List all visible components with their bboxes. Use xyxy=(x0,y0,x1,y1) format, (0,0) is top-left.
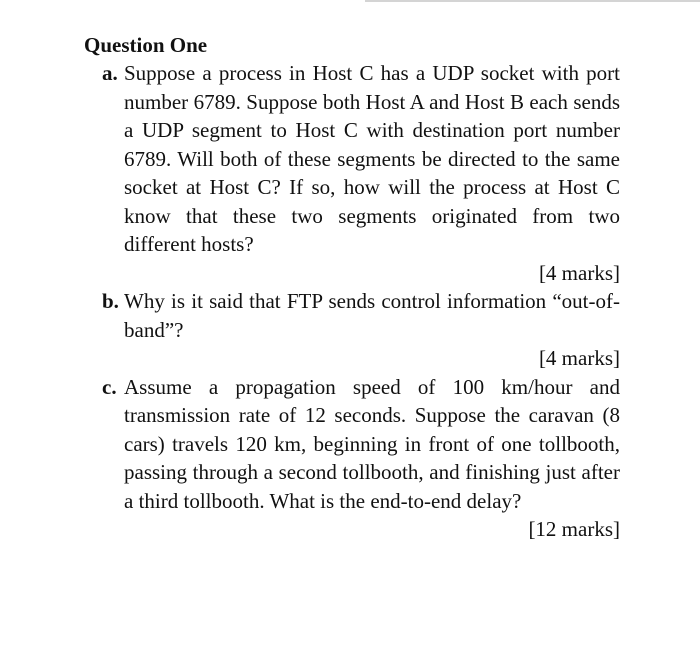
marks-b: [4 marks] xyxy=(538,346,620,370)
question-item-a xyxy=(84,59,620,259)
top-divider-line xyxy=(365,0,700,2)
marks-c: [12 marks] xyxy=(528,517,620,541)
question-letter-c: c. xyxy=(102,374,117,399)
question-text-c: Assume a propagation speed of 100 km/hour and transmission rate of 12 seconds. Suppose the caravan (8 cars) travels 120 km, beginning in front of one tollbooth, passing through a second tollbooth, and finishing just after a third tollbooth. What is the end-to-end delay? xyxy=(124,374,620,513)
question-heading: Question One xyxy=(84,33,208,57)
question-text-b: Why is it said that FTP sends control information “out-of-band”? xyxy=(124,289,620,342)
question-document xyxy=(84,31,620,544)
question-text-a: Suppose a process in Host C has a UDP socket with port number 6789. Suppose both Host A and Host B each sends a UDP segment to Host C with destination port number 6789. Will both of these segments be directed to the same socket at Host C? If so, how will the process at Host C know that these two segments originated from two different hosts? xyxy=(124,61,620,256)
marks-a: [4 marks] xyxy=(538,260,620,285)
question-letter-b: b. xyxy=(102,289,119,313)
question-item-b xyxy=(84,287,620,344)
question-item-c xyxy=(84,373,620,516)
question-letter-a: a. xyxy=(102,61,118,85)
